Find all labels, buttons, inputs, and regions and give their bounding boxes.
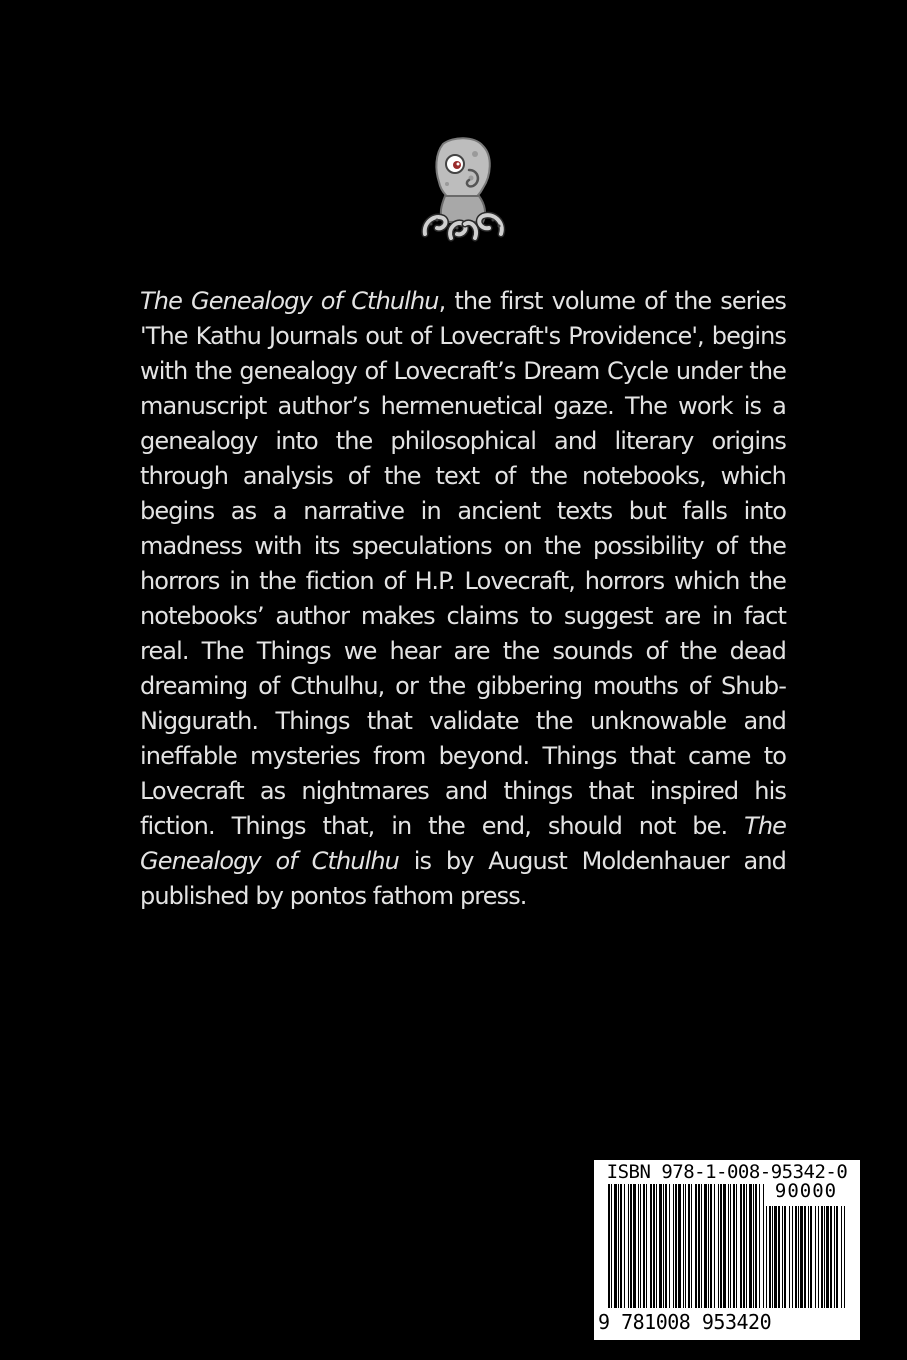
cthulhu-logo-icon <box>413 134 513 242</box>
isbn-barcode <box>594 1160 860 1340</box>
barcode-bars-icon <box>608 1184 764 1308</box>
barcode-digits: 9 781008 953420 <box>598 1310 772 1334</box>
blurb-text-part-1: , the first volume of the series 'The Kathu Journals out of Lovecraft's Providence', begins with the genealogy of Lovecraft’s Dream Cycle under the manuscript author’s hermenuetical gaze. The work is a genealogy into the philosophical and literary origins through analysis of the text of the notebooks, which begins as a narrative in ancient texts but falls into madness with its speculations on the possibility of the horrors in the fiction of H.P. Lovecraft, horrors which the notebooks’ author makes claims to suggest are in fact real. The Things we hear are the sounds of the dead dreaming of Cthulhu, or the gibbering mouths of Shub-Niggurath. Things that validate the unknowable and ineffable mysteries from beyond. Things that came to Lovecraft as nightmares and things that inspired his fiction. Things that, in the end, should not be. <box>140 287 786 840</box>
addon-barcode-bars-icon <box>766 1206 846 1308</box>
book-title-italic-2: The Genealogy of Cthulhu <box>140 812 786 875</box>
back-cover-blurb <box>140 284 786 914</box>
book-title-italic: The Genealogy of Cthulhu <box>140 287 439 315</box>
isbn-label: ISBN 978-1-008-95342-0 <box>606 1161 848 1183</box>
addon-price-label: 90000 <box>774 1180 838 1202</box>
blurb-text-part-2: is by August Moldenhauer and published by pontos fathom press. <box>140 847 786 910</box>
